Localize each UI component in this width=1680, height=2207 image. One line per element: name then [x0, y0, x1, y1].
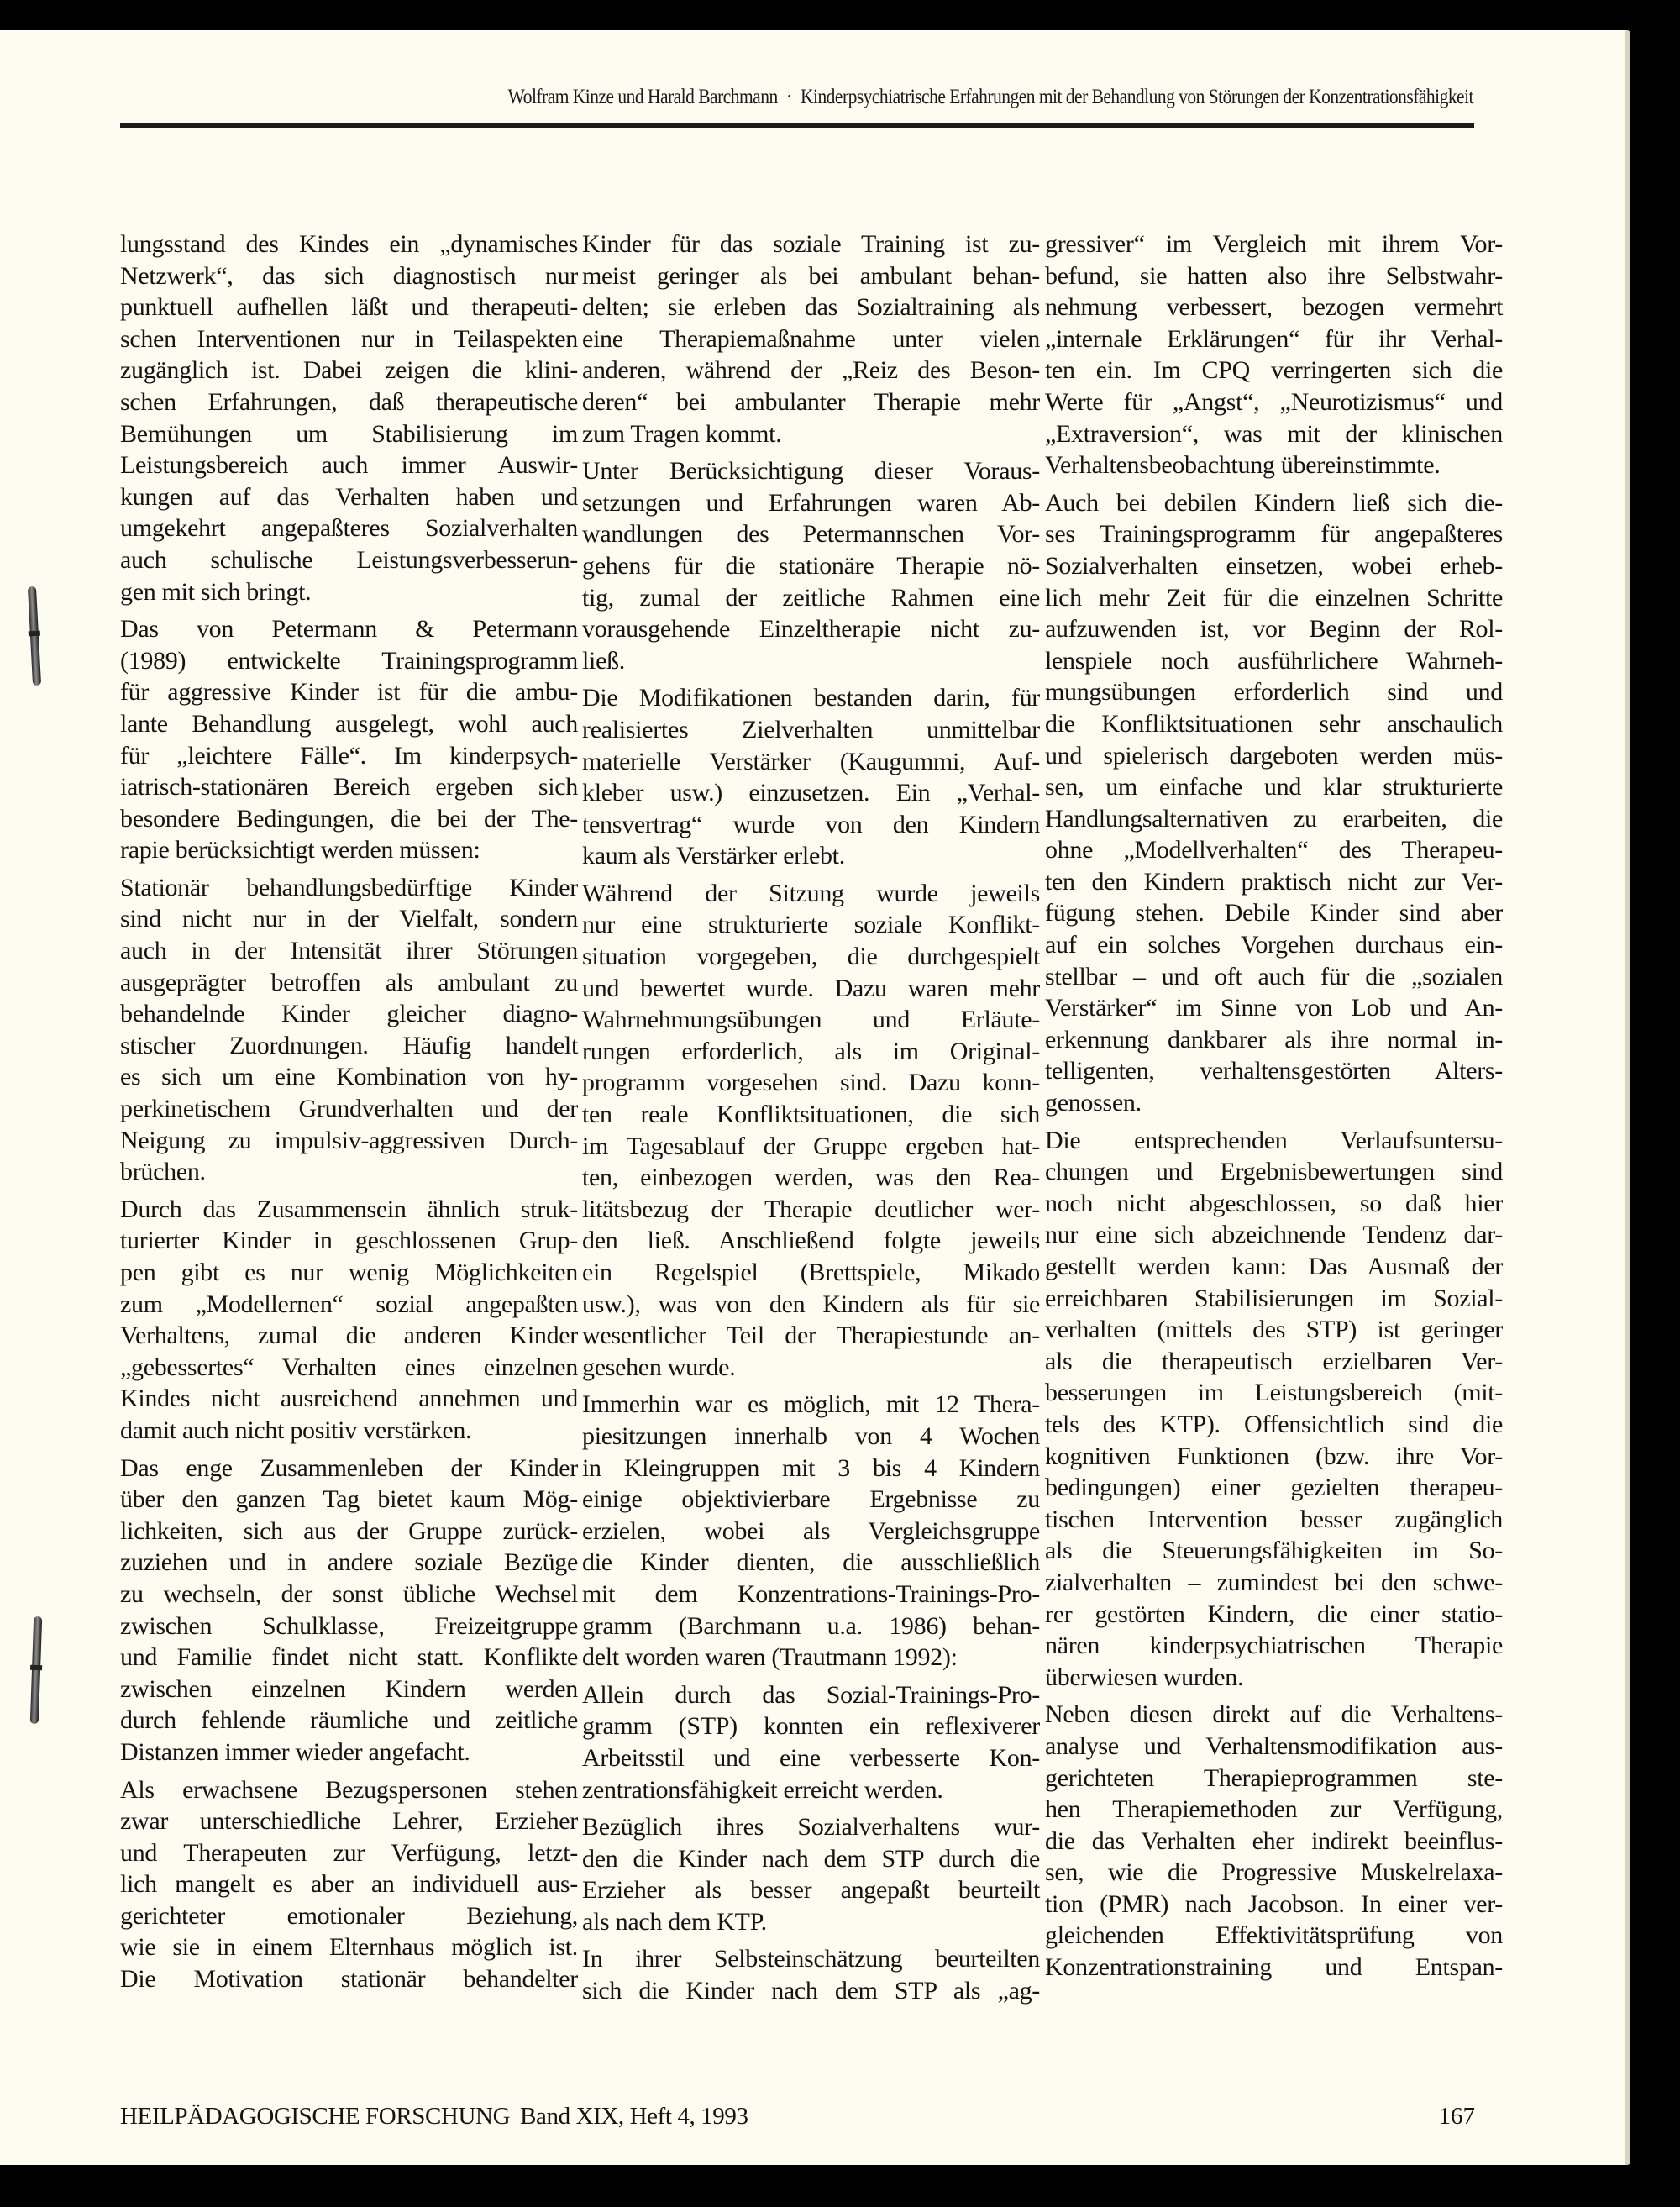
text-line: gerichteter emotionaler Beziehung, [120, 1901, 578, 1930]
text-line: verhalten (mittels des STP) ist geringer [1045, 1316, 1503, 1344]
text-line: erzielen, wobei als Vergleichsgruppe [582, 1516, 1040, 1545]
text-line: tion (PMR) nach Jacobson. In einer ver- [1045, 1889, 1503, 1918]
text-line: die das Verhalten eher indirekt beeinflus- [1045, 1826, 1503, 1855]
text-line: gressiver“ im Vergleich mit ihrem Vor- [1045, 230, 1503, 258]
paragraph [582, 229, 1040, 449]
running-head-title: Kinderpsychiatrische Erfahrungen mit der Behandlung von Störungen der Konzentrationsfähigkeit [800, 86, 1473, 108]
text-line: umgekehrt angepaßteres Sozialverhalten [120, 514, 578, 543]
text-line: Arbeitsstil und eine verbesserte Kon- [582, 1743, 1040, 1772]
text-line: Verhaltens, zumal die anderen Kinder [120, 1322, 578, 1350]
text-line: gen mit sich bringt. [120, 577, 312, 606]
text-line: ausgeprägter betroffen als ambulant zu [120, 968, 578, 996]
text-line: ohne „Modellverhalten“ des Therapeu- [1045, 836, 1503, 864]
text-line: mit dem Konzentrations-Trainings-Pro- [582, 1579, 1040, 1608]
text-line: setzungen und Erfahrungen waren Ab- [582, 488, 1040, 517]
paragraph [582, 682, 1040, 872]
text-line: und bewertet wurde. Dazu waren mehr [582, 974, 1040, 1002]
text-line: rapie berücksichtigt werden müssen: [120, 836, 480, 864]
paragraph [582, 1943, 1040, 2006]
text-line: eine Therapiemaßnahme unter vielen [582, 324, 1040, 353]
text-line: auch in der Intensität ihrer Störungen [120, 937, 578, 965]
text-line: überwiesen wurden. [1045, 1663, 1244, 1691]
text-line: piesitzungen innerhalb von 4 Wochen [582, 1421, 1040, 1450]
text-line: und Therapeuten zur Verfügung, letzt- [120, 1838, 578, 1867]
text-line: kungen auf das Verhalten haben und [120, 482, 578, 511]
text-line: lich mehr Zeit für die einzelnen Schritte [1045, 583, 1503, 612]
text-line: tensvertrag“ wurde von den Kindern [582, 810, 1040, 838]
text-line: tels des KTP). Offensichtlich sind die [1045, 1410, 1503, 1438]
text-line: kleber usw.) einzusetzen. Ein „Verhal- [582, 779, 1040, 807]
text-line: vorausgehende Einzeltherapie nicht zu- [582, 615, 1040, 644]
text-line: erkennung dankbarer als ihre normal in- [1045, 1025, 1503, 1054]
text-line: behandelnde Kinder gleicher diagno- [120, 1000, 578, 1028]
text-line: perkinetischem Grundverhalten und der [120, 1095, 578, 1123]
text-line: erreichbaren Stabilisierungen im Sozial- [1045, 1284, 1503, 1312]
text-line: nehmung verbessert, bezogen vermehrt [1045, 293, 1503, 322]
text-line: gehens für die stationäre Therapie nö- [582, 551, 1040, 580]
staple-icon [30, 1616, 42, 1724]
text-line: Neben diesen direkt auf die Verhaltens- [1045, 1700, 1503, 1729]
text-line: Allein durch das Sozial-Trainings-Pro- [582, 1680, 1040, 1709]
text-line: die Kinder dienten, die ausschließlich [582, 1548, 1040, 1577]
text-line: lungsstand des Kindes ein „dynamisches [120, 230, 578, 258]
text-line: als nach dem KTP. [582, 1907, 767, 1936]
text-line: zwischen einzelnen Kindern werden [120, 1674, 578, 1703]
text-line: damit auch nicht positiv verstärken. [120, 1416, 472, 1444]
text-line: zialverhalten – zumindest bei den schwe- [1045, 1568, 1503, 1596]
text-line: es sich um eine Kombination von hy- [120, 1063, 578, 1091]
text-line: In ihrer Selbsteinschätzung beurteilten [582, 1945, 1040, 1973]
text-line: zwischen Schulklasse, Freizeitgruppe [120, 1611, 578, 1640]
text-line: kaum als Verstärker erlebt. [582, 842, 845, 870]
paragraph [1045, 1699, 1503, 1983]
text-line: besserungen im Leistungsbereich (mit- [1045, 1379, 1503, 1407]
text-line: Die Motivation stationär behandelter [120, 1965, 578, 1994]
text-line: gestellt werden kann: Das Ausmaß der [1045, 1253, 1503, 1280]
text-line: deren“ bei ambulanter Therapie mehr [582, 387, 1040, 416]
text-line: brüchen. [120, 1158, 206, 1186]
text-line: litätsbezug der Therapie deutlicher wer- [582, 1195, 1040, 1223]
text-line: Das von Petermann & Petermann [120, 615, 578, 644]
text-line: ten reale Konfliktsituationen, die sich [582, 1101, 1040, 1129]
text-line: gerichteten Therapieprogrammen ste- [1045, 1763, 1503, 1792]
paragraph [120, 1774, 578, 1995]
text-line: gramm (STP) konnten ein reflexiverer [582, 1712, 1040, 1741]
paragraph [1045, 1125, 1503, 1694]
text-line: aufzuwenden ist, vor Beginn der Rol- [1045, 615, 1503, 644]
text-line: realisiertes Zielverhalten unmittelbar [582, 715, 1040, 744]
text-line: lenspiele noch ausführlichere Wahrneh- [1045, 646, 1503, 675]
paragraph [120, 872, 578, 1188]
staple-icon [28, 586, 41, 686]
paragraph [582, 455, 1040, 676]
text-line: stellbar – und oft auch für die „sozialen [1045, 962, 1503, 991]
text-line: sich die Kinder nach dem STP als „ag- [582, 1977, 1040, 2005]
text-line: nur eine sich abzeichnende Tendenz dar- [1045, 1221, 1503, 1249]
text-line: nur eine strukturierte soziale Konflikt- [582, 911, 1040, 939]
text-line: sind nicht nur in der Vielfalt, sondern [120, 905, 578, 933]
text-line: im Tagesablauf der Gruppe ergeben hat- [582, 1132, 1040, 1160]
text-line: situation vorgegeben, die durchgespielt [582, 943, 1040, 971]
text-line: ten ein. Im CPQ verringerten sich die [1045, 356, 1503, 385]
text-line: fügung stehen. Debile Kinder sind aber [1045, 899, 1503, 927]
text-line: iatrisch-stationären Bereich ergeben sich [120, 773, 578, 801]
text-line: chungen und Ergebnisbewertungen sind [1045, 1158, 1503, 1186]
paragraph [120, 1453, 578, 1768]
text-line: delten; sie erleben das Sozialtraining als [582, 293, 1040, 322]
paragraph [1045, 229, 1503, 481]
running-head-separator: · [786, 86, 792, 108]
text-line: wie sie in einem Elternhaus möglich ist. [120, 1933, 578, 1962]
text-line: und spielerisch dargeboten werden müs- [1045, 741, 1503, 770]
text-line: gleichenden Effektivitätsprüfung von [1045, 1921, 1503, 1950]
running-head-authors: Wolfram Kinze und Harald Barchmann [507, 86, 778, 108]
text-column-middle [582, 229, 1040, 2013]
text-line: gramm (Barchmann u.a. 1986) behan- [582, 1611, 1040, 1640]
paragraph [582, 1811, 1040, 1937]
text-line: Erzieher als besser angepaßt beurteilt [582, 1876, 1040, 1905]
text-line: schen Interventionen nur in Teilaspekten [120, 324, 578, 353]
text-line: einige objektivierbare Ergebnisse zu [582, 1485, 1040, 1514]
header-rule [120, 123, 1474, 128]
text-line: die Konfliktsituationen sehr anschaulich [1045, 709, 1503, 738]
text-line: sen, wie die Progressive Muskelrelaxa- [1045, 1858, 1503, 1887]
text-line: ten den Kindern praktisch nicht zur Ver- [1045, 867, 1503, 896]
journal-page [0, 30, 1630, 2165]
text-line: Die entsprechenden Verlaufsuntersu- [1045, 1126, 1503, 1154]
paragraph [120, 229, 578, 607]
paragraph [582, 1679, 1040, 1805]
text-line: Bemühungen um Stabilisierung im [120, 419, 578, 448]
text-line: Sozialverhalten einsetzen, wobei erheb- [1045, 551, 1503, 580]
text-line: und Familie findet nicht statt. Konflikte [120, 1643, 578, 1672]
paragraph [582, 878, 1040, 1384]
text-line: delt worden waren (Trautmann 1992): [582, 1643, 958, 1672]
text-line: Wahrnehmungsübungen und Erläute- [582, 1006, 1040, 1034]
text-line: bedingungen) einer gezielten therapeu- [1045, 1474, 1503, 1502]
text-line: auf ein solches Vorgehen durchaus ein- [1045, 931, 1503, 959]
text-line: mungsübungen erforderlich sind und [1045, 678, 1503, 707]
text-line: wandlungen des Petermannschen Vor- [582, 520, 1040, 549]
text-line: für „leichtere Fälle“. Im kinderpsych- [120, 741, 578, 770]
text-line: Unter Berücksichtigung dieser Voraus- [582, 457, 1040, 486]
text-line: anderen, während der „Reiz des Beson- [582, 356, 1040, 385]
text-line: Verhaltensbeobachtung übereinstimmte. [1045, 451, 1441, 480]
text-line: telligenten, verhaltensgestörten Alters- [1045, 1057, 1503, 1085]
text-line: Während der Sitzung wurde jeweils [582, 879, 1040, 907]
text-line: usw.), was von den Kindern als für sie [582, 1290, 1040, 1318]
journal-issue: Band XIX, Heft 4, 1993 [520, 2103, 748, 2130]
text-line: Kindes nicht ausreichend annehmen und [120, 1385, 578, 1413]
text-line: rer gestörten Kindern, die einer statio- [1045, 1600, 1503, 1628]
text-line: „Extraversion“, was mit der klinischen [1045, 419, 1503, 448]
text-line: ein Regelspiel (Brettspiele, Mikado [582, 1259, 1040, 1286]
text-line: ten, einbezogen werden, was den Rea- [582, 1164, 1040, 1192]
text-line: durch fehlende räumliche und zeitliche [120, 1706, 578, 1735]
text-line: für aggressive Kinder ist für die ambu- [120, 678, 578, 707]
text-line: nären kinderpsychiatrischen Therapie [1045, 1632, 1503, 1660]
text-line: Netzwerk“, das sich diagnostisch nur [120, 261, 578, 290]
footer-journal-info [120, 2103, 748, 2131]
text-line: als die Steuerungsfähigkeiten im So- [1045, 1537, 1503, 1565]
text-line: zum „Modellernen“ sozial angepaßten [120, 1290, 578, 1318]
text-line: besondere Bedingungen, die bei der The- [120, 804, 578, 833]
text-line: Durch das Zusammensein ähnlich struk- [120, 1195, 578, 1223]
text-line: Das enge Zusammenleben der Kinder [120, 1453, 578, 1482]
journal-name: HEILPÄDAGOGISCHE FORSCHUNG [120, 2103, 511, 2130]
text-column-right [1045, 229, 1503, 1989]
text-line: Auch bei debilen Kindern ließ sich die- [1045, 488, 1503, 517]
text-line: Die Modifikationen bestanden darin, für [582, 684, 1040, 712]
text-line: „internale Erklärungen“ für ihr Verhal- [1045, 324, 1503, 353]
text-line: Verstärker“ im Sinne von Lob und An- [1045, 994, 1503, 1022]
text-line: zentrationsfähigkeit erreicht werden. [582, 1775, 943, 1804]
text-line: Konzentrationstraining und Entspan- [1045, 1953, 1503, 1982]
text-line: Neigung zu impulsiv-aggressiven Durch- [120, 1126, 578, 1154]
text-line: zu wechseln, der sonst übliche Wechsel [120, 1579, 578, 1608]
text-line: punktuell aufhellen läßt und therapeuti- [120, 293, 578, 322]
text-line: kognitiven Funktionen (bzw. ihre Vor- [1045, 1442, 1503, 1470]
text-line: zum Tragen kommt. [582, 419, 782, 448]
text-line: gesehen wurde. [582, 1353, 736, 1381]
text-line: noch nicht abgeschlossen, so daß hier [1045, 1189, 1503, 1217]
text-line: turierter Kinder in geschlossenen Grup- [120, 1227, 578, 1255]
text-line: zwar unterschiedliche Lehrer, Erzieher [120, 1807, 578, 1836]
text-line: hen Therapiemethoden zur Verfügung, [1045, 1795, 1503, 1824]
text-line: wesentlicher Teil der Therapiestunde an- [582, 1322, 1040, 1350]
text-line: lich mangelt es aber an individuell aus- [120, 1870, 578, 1899]
text-line: Immerhin war es möglich, mit 12 Thera- [582, 1390, 1040, 1419]
text-line: ließ. [582, 646, 625, 675]
text-line: lichkeiten, sich aus der Gruppe zurück- [120, 1516, 578, 1545]
text-line: Als erwachsene Bezugspersonen stehen [120, 1775, 578, 1804]
text-line: lante Behandlung ausgelegt, wohl auch [120, 709, 578, 738]
paragraph [1045, 487, 1503, 1119]
paragraph [120, 613, 578, 866]
text-line: den die Kinder nach dem STP durch die [582, 1844, 1040, 1873]
text-line: (1989) entwickelte Trainingsprogramm [120, 646, 578, 675]
text-line: in Kleingruppen mit 3 bis 4 Kindern [582, 1453, 1040, 1482]
text-line: Werte für „Angst“, „Neurotizismus“ und [1045, 387, 1503, 416]
text-line: Handlungsalternativen zu erarbeiten, die [1045, 804, 1503, 833]
running-head [310, 86, 1473, 109]
text-line: analyse und Verhaltensmodifikation aus- [1045, 1731, 1503, 1760]
text-line: Kinder für das soziale Training ist zu- [582, 230, 1040, 258]
text-line: zuziehen und in andere soziale Bezüge [120, 1548, 578, 1577]
text-line: pen gibt es nur wenig Möglichkeiten [120, 1259, 578, 1286]
text-line: Stationär behandlungsbedürftige Kinder [120, 873, 578, 901]
page-number: 167 [1438, 2103, 1475, 2130]
text-column-left [120, 229, 578, 2001]
text-line: genossen. [1045, 1089, 1142, 1117]
text-line: auch schulische Leistungsverbesserun- [120, 545, 578, 574]
text-line: über den ganzen Tag bietet kaum Mög- [120, 1485, 578, 1514]
paragraph [120, 1194, 578, 1447]
text-line: Bezüglich ihres Sozialverhaltens wur- [582, 1813, 1040, 1842]
text-line: schen Erfahrungen, daß therapeutische [120, 387, 578, 416]
text-line: ses Trainingsprogramm für angepaßteres [1045, 520, 1503, 549]
text-line: zugänglich ist. Dabei zeigen die klini- [120, 356, 578, 385]
text-line: meist geringer als bei ambulant behan- [582, 261, 1040, 290]
text-line: stischer Zuordnungen. Häufig handelt [120, 1031, 578, 1059]
text-line: rungen erforderlich, als im Original- [582, 1037, 1040, 1065]
text-line: „gebessertes“ Verhalten eines einzelnen [120, 1353, 578, 1381]
text-line: sen, um einfache und klar strukturierte [1045, 773, 1503, 801]
text-line: tig, zumal der zeitliche Rahmen eine [582, 583, 1040, 612]
paragraph [582, 1389, 1040, 1673]
text-line: befund, sie hatten also ihre Selbstwahr- [1045, 261, 1503, 290]
text-line: programm vorgesehen sind. Dazu konn- [582, 1069, 1040, 1097]
text-line: als die therapeutisch erzielbaren Ver- [1045, 1347, 1503, 1375]
text-line: Distanzen immer wieder angefacht. [120, 1737, 470, 1766]
text-line: materielle Verstärker (Kaugummi, Auf- [582, 747, 1040, 775]
text-line: tischen Intervention besser zugänglich [1045, 1505, 1503, 1533]
text-line: Leistungsbereich auch immer Auswir- [120, 451, 578, 480]
text-line: den ließ. Anschließend folgte jeweils [582, 1227, 1040, 1255]
